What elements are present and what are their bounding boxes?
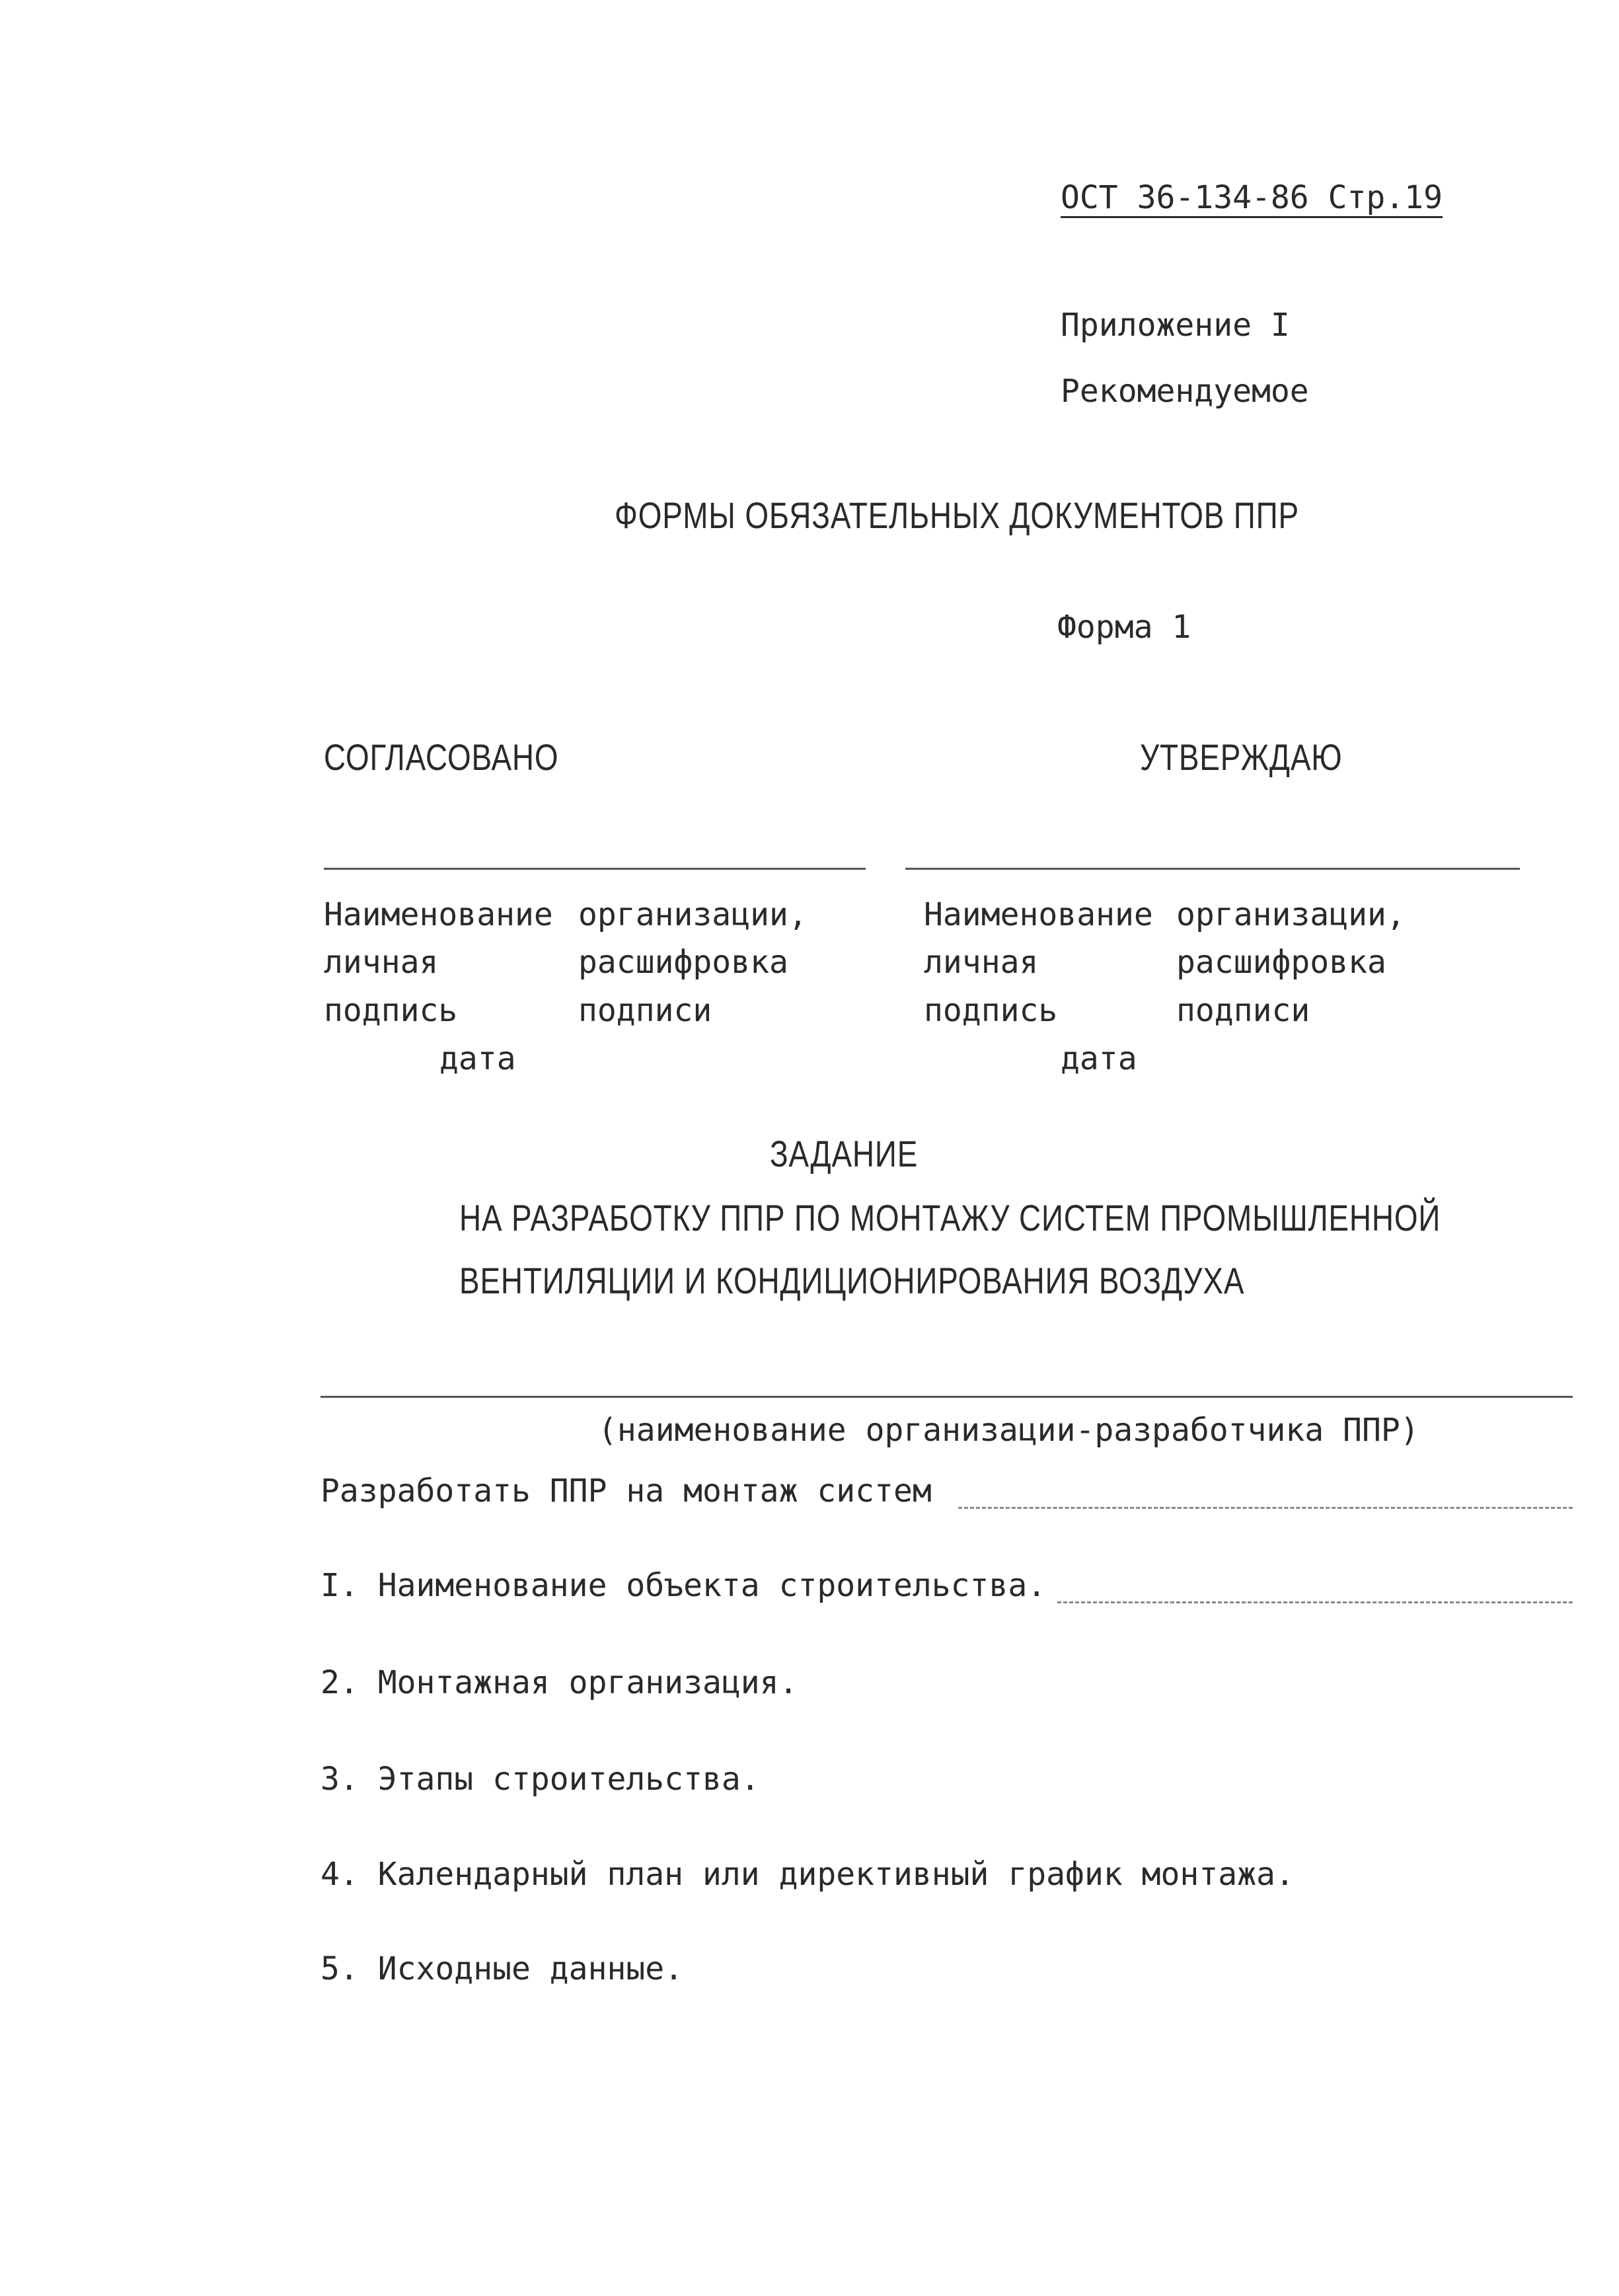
agreed-col1-line3: подпись	[324, 992, 458, 1029]
systems-fill-line	[958, 1507, 1573, 1509]
approve-heading: УТВЕРЖДАЮ	[1140, 736, 1343, 778]
recommended-label: Рекомендуемое	[1061, 373, 1309, 410]
agreed-heading: СОГЛАСОВАНО	[324, 736, 559, 778]
page-title: ФОРМЫ ОБЯЗАТЕЛЬНЫХ ДОКУМЕНТОВ ППР	[615, 494, 1299, 536]
item-1: I. Наименование объекта строительства.	[320, 1567, 1047, 1604]
agreed-col1-line1: Наименование	[324, 896, 553, 933]
approve-col1-line1: Наименование	[924, 896, 1153, 933]
object-fill-line	[1057, 1601, 1573, 1603]
agreed-date: дата	[439, 1040, 516, 1077]
agreed-col2-line3: подписи	[578, 992, 712, 1029]
approve-col1-line2: личная	[924, 944, 1039, 981]
item-4: 4. Календарный план или директивный график монтажа.	[320, 1856, 1295, 1893]
approve-col2-line1: организации,	[1176, 896, 1406, 933]
agreed-col1-line2: личная	[324, 944, 439, 981]
task-heading: ЗАДАНИЕ	[770, 1133, 919, 1174]
approve-signature-line	[905, 868, 1520, 870]
approve-date: дата	[1061, 1040, 1137, 1077]
agreed-col2-line2: расшифровка	[578, 944, 788, 981]
document-code: ОСТ 36-134-86 Стр.19	[1061, 179, 1443, 216]
approve-col2-line2: расшифровка	[1176, 944, 1386, 981]
agreed-signature-line	[324, 868, 866, 870]
develop-systems-label: Разработать ППР на монтаж систем	[320, 1473, 932, 1510]
task-subtitle-line1: НА РАЗРАБОТКУ ППР ПО МОНТАЖУ СИСТЕМ ПРОМЫШЛЕННОЙ	[459, 1197, 1441, 1239]
agreed-col2-line1: организации,	[578, 896, 808, 933]
task-subtitle-line2: ВЕНТИЛЯЦИИ И КОНДИЦИОНИРОВАНИЯ ВОЗДУХА	[459, 1260, 1245, 1301]
developer-caption: (наименование организации-разработчика ППР)	[598, 1412, 1419, 1449]
approve-col1-line3: подпись	[924, 992, 1058, 1029]
appendix-label: Приложение I	[1061, 307, 1290, 344]
item-2: 2. Монтажная организация.	[320, 1664, 798, 1701]
item-3: 3. Этапы строительства.	[320, 1761, 760, 1798]
developer-name-line	[320, 1396, 1573, 1398]
item-5: 5. Исходные данные.	[320, 1950, 684, 1987]
approve-col2-line3: подписи	[1176, 992, 1310, 1029]
form-label: Форма 1	[1057, 609, 1191, 646]
